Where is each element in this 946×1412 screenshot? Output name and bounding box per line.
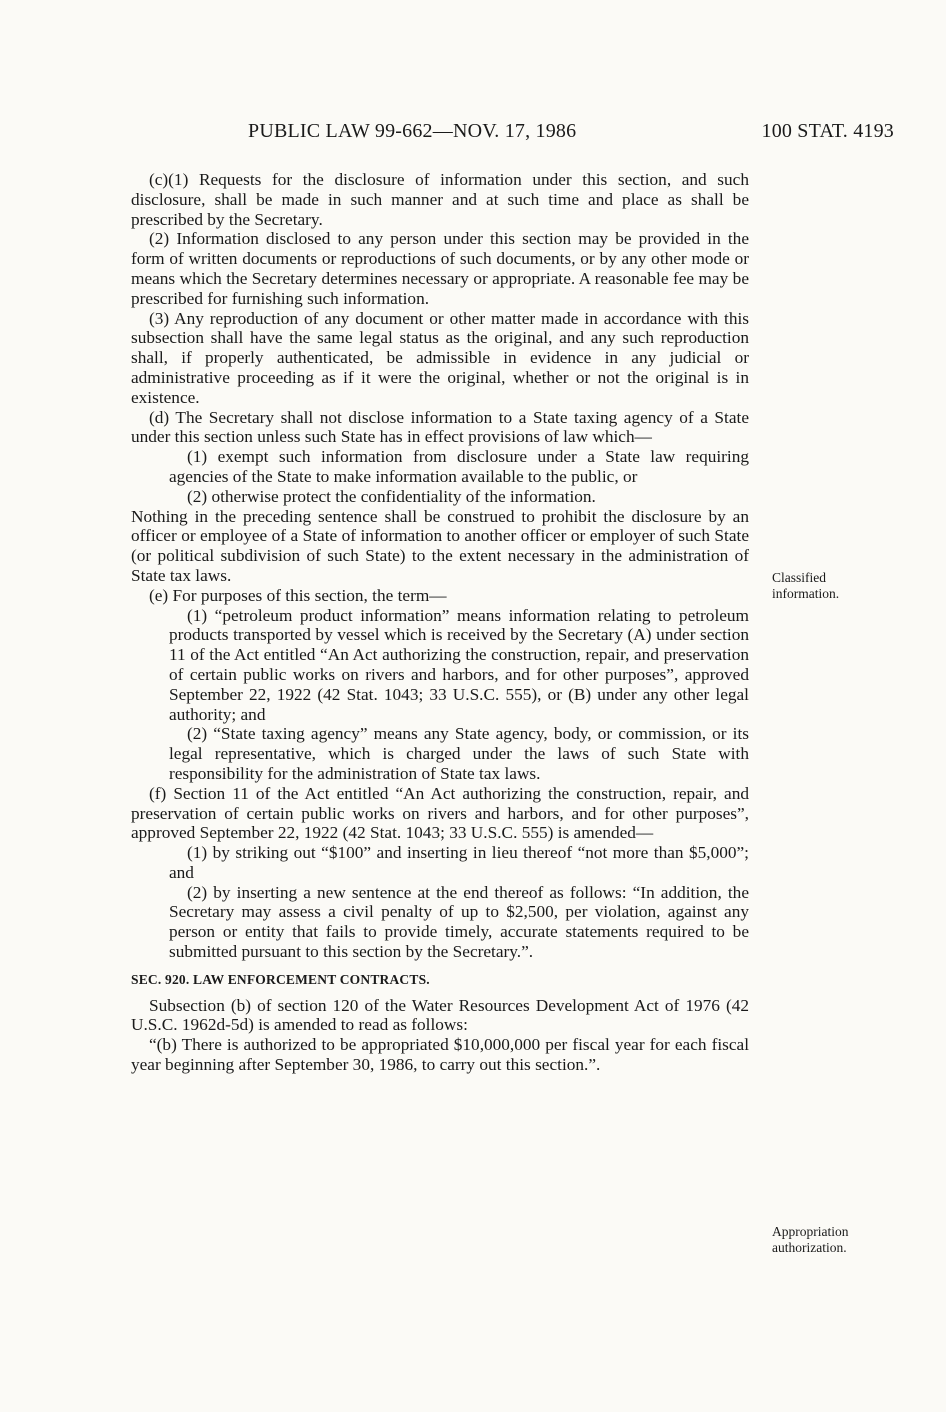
paragraph-d1: (1) exempt such information from disclosure under a State law requiring agencies of the State to make information available to the public, or bbox=[169, 447, 749, 486]
paragraph-c2: (2) Information disclosed to any person under this section may be provided in the form of written documents or reproductions of such documents, or by any other mode or means which the Secretary determines necessary or appropriate. A reasonable fee may be prescribed for furnishing such information. bbox=[131, 229, 749, 308]
paragraph-e1: (1) “petroleum product information” means information relating to petroleum products transported by vessel which is received by the Secretary (A) under section 11 of the Act entitled “An Act authorizing the construction, repair, and preservation of certain public works on rivers and harbors, and for other purposes”, approved September 22, 1922 (42 Stat. 1043; 33 U.S.C. 555), or (B) under any other legal authority; and bbox=[169, 605, 749, 724]
paragraph-c3: (3) Any reproduction of any document or other matter made in accordance with this subsection shall have the same legal status as the original, and any such reproduction shall, if properly authenticated, be admissible in evidence in any judicial or administrative proceeding as if it were the original, whether or not the original is in existence. bbox=[131, 308, 749, 407]
paragraph-d-tail: Nothing in the preceding sentence shall be construed to prohibit the disclosure by an officer or employee of a State of information to another officer or employer of such State (or political subdivision of such State) to the extent necessary in the administration of State tax laws. bbox=[131, 506, 749, 585]
header-law-citation: PUBLIC LAW 99-662—NOV. 17, 1986 bbox=[248, 120, 577, 142]
paragraph-d2: (2) otherwise protect the confidentiality of the information. bbox=[187, 486, 596, 506]
header-stat-citation: 100 STAT. 4193 bbox=[761, 120, 894, 142]
paragraph-c1: (c)(1) Requests for the disclosure of information under this section, and such disclosure, shall be made in such manner and at such time and place as shall be prescribed by the Secretary. bbox=[131, 170, 749, 229]
margin-note-appropriation: Appropriation authorization. bbox=[772, 1224, 849, 1255]
page-header bbox=[248, 120, 894, 148]
paragraph-f2: (2) by inserting a new sentence at the end thereof as follows: “In addition, the Secretary may assess a civil penalty of up to $2,500, per violation, against any person or entity that fails to provide timely, accurate statements required to be submitted pursuant to this section by the Secretary.”. bbox=[169, 882, 749, 962]
paragraph-f: (f) Section 11 of the Act entitled “An Act authorizing the construction, repair, and preservation of certain public works on rivers and harbors, and for other purposes”, approved September 22, 1922 (42 Stat. 1043; 33 U.S.C. 555) is amended— bbox=[131, 783, 749, 843]
margin-note-classified: Classified information. bbox=[772, 570, 840, 601]
document-body bbox=[131, 170, 749, 1075]
paragraph-d: (d) The Secretary shall not disclose information to a State taxing agency of a State under this section unless such State has in effect provisions of law which— bbox=[131, 407, 749, 447]
paragraph-e: (e) For purposes of this section, the term— bbox=[149, 585, 447, 605]
paragraph-e2: (2) “State taxing agency” means any State agency, body, or commission, or its legal representative, which is charged under the laws of such State with responsibility for the administration of State tax laws. bbox=[169, 724, 749, 783]
paragraph-920-b: “(b) There is authorized to be appropriated $10,000,000 per fiscal year for each fiscal year beginning after September 30, 1986, to carry out this section.”. bbox=[131, 1035, 749, 1075]
paragraph-920-a: Subsection (b) of section 120 of the Water Resources Development Act of 1976 (42 U.S.C. 1962d-5d) is amended to read as follows: bbox=[131, 995, 749, 1035]
paragraph-f1: (1) by striking out “$100” and inserting in lieu thereof “not more than $5,000”; and bbox=[169, 843, 749, 882]
section-heading-920: SEC. 920. LAW ENFORCEMENT CONTRACTS. bbox=[131, 971, 430, 987]
